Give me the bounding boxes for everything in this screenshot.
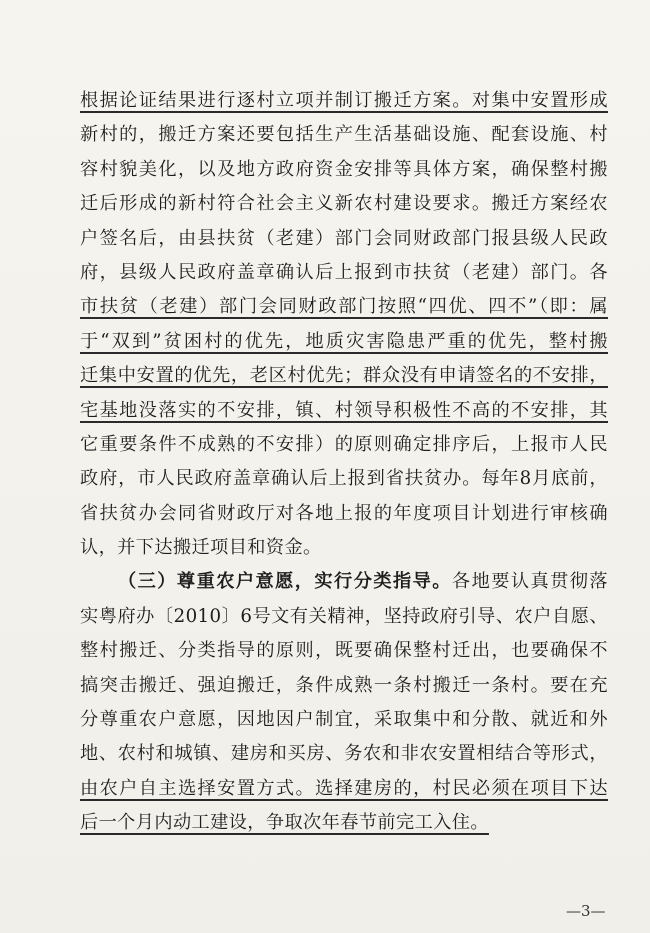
text-line: 容村貌美化，以及地方政府资金安排等具体方案，确保整村搬 [80,158,608,180]
section-heading-line [80,565,608,599]
text-line: 府，县级人民政府盖章确认后上报到市扶贫（老建）部门。各 [80,261,608,283]
text-line: 政府，市人民政府盖章确认后上报到省扶贫办。每年8月底前， [80,468,608,490]
text-line: 市扶贫（老建）部门会同财政部门按照“四优、四不”（即：属 [80,296,608,318]
text-line: 地、农村和城镇、建房和买房、务农和非农安置相结合等形式， [80,743,608,765]
text-line: 后一个月内动工建设，争取次年春节前完工入住。 [80,812,489,834]
text-line: 认，并下达搬迁项目和资金。 [80,537,322,559]
body-text [80,84,608,841]
text-line: 实粤府办〔2010〕6号文有关精神，坚持政府引导、农户自愿、 [80,605,608,627]
text-line: 根据论证结果进行逐村立项并制订搬迁方案。对集中安置形成 [80,90,608,111]
text-line: 整村搬迁、分类指导的原则，既要确保整村迁出，也要确保不 [80,640,608,662]
text-line: 于“双到”贫困村的优先，地质灾害隐患严重的优先，整村搬 [80,330,608,352]
text-line: 分尊重农户意愿，因地因户制宜，采取集中和分散、就近和外 [80,709,608,731]
text-line: 迁后形成的新村符合社会主义新农村建设要求。搬迁方案经农 [80,193,608,215]
text-line: 新村的，搬迁方案还要包括生产生活基础设施、配套设施、村 [80,124,608,146]
text-line: 宅基地没落实的不安排，镇、村领导积极性不高的不安排，其 [80,399,608,421]
text-line: 它重要条件不成熟的不安排）的原则确定排序后，上报市人民 [80,433,608,455]
section-heading: （三）尊重农户意愿，实行分类指导。 [118,571,452,593]
text-line: 由农户自主选择安置方式。选择建房的，村民必须在项目下达 [80,777,608,799]
page-number: —3— [566,902,606,920]
text-line: 搞突击搬迁、强迫搬迁，条件成熟一条村搬迁一条村。要在充 [80,674,608,696]
section-heading-rest: 各地要认真贯彻落 [451,571,609,593]
text-line: 省扶贫办会同省财政厅对各地上报的年度项目计划进行审核确 [80,502,608,524]
text-line: 迁集中安置的优先，老区村优先；群众没有申请签名的不安排， [80,365,608,387]
text-line: 户签名后，由县扶贫（老建）部门会同财政部门报县级人民政 [80,227,608,249]
